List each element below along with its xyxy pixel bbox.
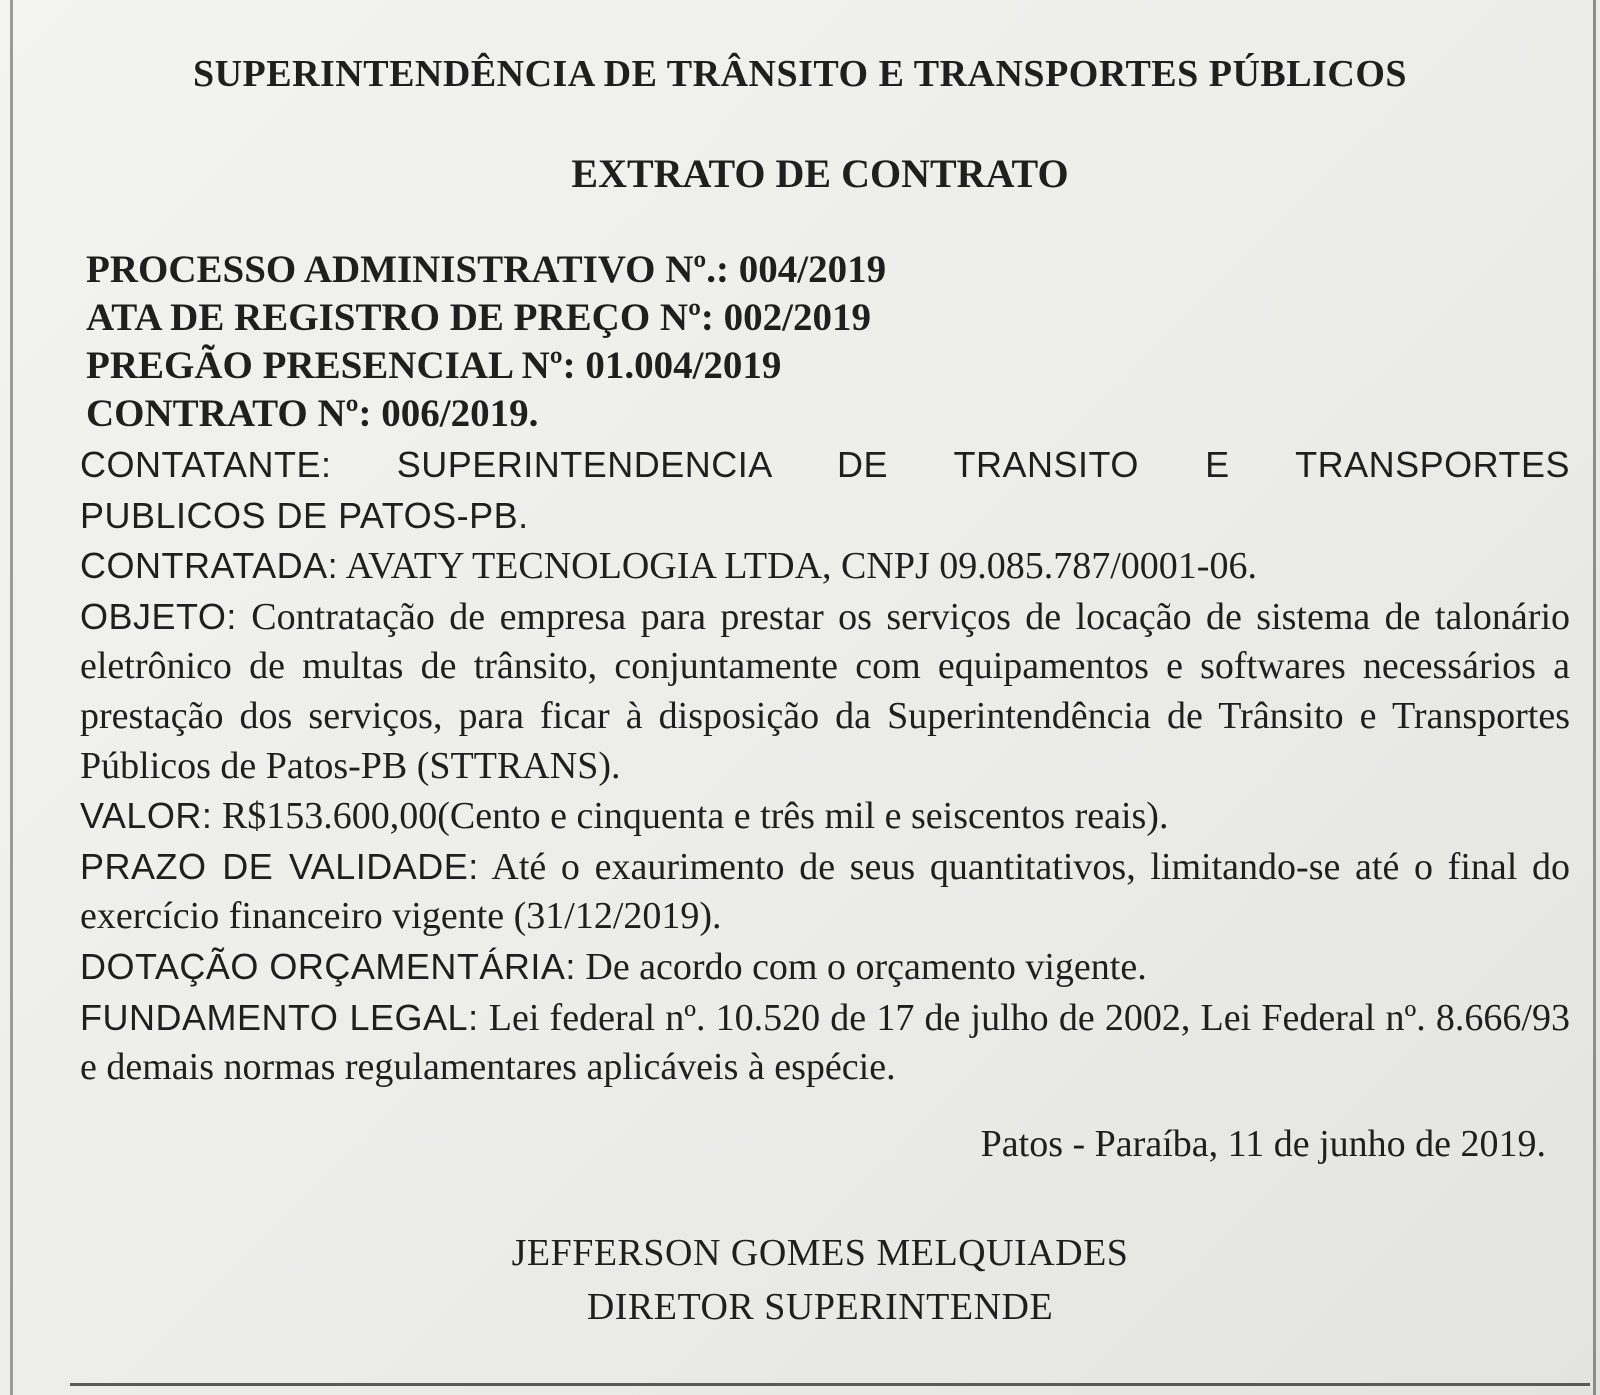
valor-label: VALOR: [80,795,213,837]
auction-number: PREGÃO PRESENCIAL Nº: 01.004/2019 [86,344,782,387]
contract-number: CONTRATO Nº: 006/2019. [86,392,539,435]
contratada-value: AVATY TECNOLOGIA LTDA, CNPJ 09.085.787/0001-06. [345,545,1257,588]
bottom-rule [70,1383,1590,1386]
process-number: PROCESSO ADMINISTRATIVO Nº.: 004/2019 [86,248,887,291]
right-border-line [1593,0,1596,1395]
fundamento-paragraph [80,993,1570,1093]
contratada-label: CONTRATADA: [80,545,339,587]
objeto-value: Contratação de empresa para prestar os serviços de locação de sistema de talonário eletrônico de multas de trânsito, conjuntamente com equipamentos e softwares necessários a prestação dos serviços, para ficar à disposição da Superintendência de Trânsito e Transportes Públicos de Patos-PB (STTRANS). [80,595,1571,787]
signer-name: JEFFERSON GOMES MELQUIADES [511,1232,1129,1274]
dotacao-label: DOTAÇÃO ORÇAMENTÁRIA: [80,945,576,987]
prazo-paragraph [80,842,1570,942]
signature-block [0,1226,1600,1334]
signer-role: DIRETOR SUPERINTENDE [586,1286,1054,1328]
fundamento-value: Lei federal nº. 10.520 de 17 de julho de 2002, Lei Federal nº. 8.666/93 e demais normas regulamentares aplicáveis à espécie. [80,996,1570,1089]
objeto-label: OBJETO: [80,595,237,637]
valor-value: R$153.600,00(Cento e cinquenta e três mil e seiscentos reais). [221,795,1169,838]
place-and-date: Patos - Paraíba, 11 de junho de 2019. [980,1123,1546,1165]
prazo-label: PRAZO DE VALIDADE: [80,845,479,887]
left-border-line [10,0,13,1395]
contratante-label: CONTATANTE: [80,444,332,485]
contratante-line-1 [80,440,1570,491]
dotacao-paragraph [80,942,1570,993]
price-registry-number: ATA DE REGISTRO DE PREÇO Nº: 002/2019 [86,296,872,339]
contratada-paragraph [80,541,1570,592]
contract-body [80,440,1570,1093]
document-title: EXTRATO DE CONTRATO [571,151,1069,196]
dotacao-value: De acordo com o orçamento vigente. [585,945,1147,988]
fundamento-label: FUNDAMENTO LEGAL: [80,996,479,1038]
contratante-line-2 [80,491,1570,542]
prazo-value: Até o exaurimento de seus quantitativos, limitando-se até o final do exercício financeiro vigente (31/12/2019). [80,845,1570,938]
valor-paragraph [80,791,1570,842]
reference-block [86,246,886,438]
organization-title: SUPERINTENDÊNCIA DE TRÂNSITO E TRANSPORTES PÚBLICOS [192,53,1408,95]
contratante-value-part-1: SUPERINTENDENCIA DE TRANSITO E TRANSPORTES [396,444,1571,485]
objeto-paragraph [80,592,1570,791]
contratante-value-part-2: PUBLICOS DE PATOS-PB. [80,494,529,536]
